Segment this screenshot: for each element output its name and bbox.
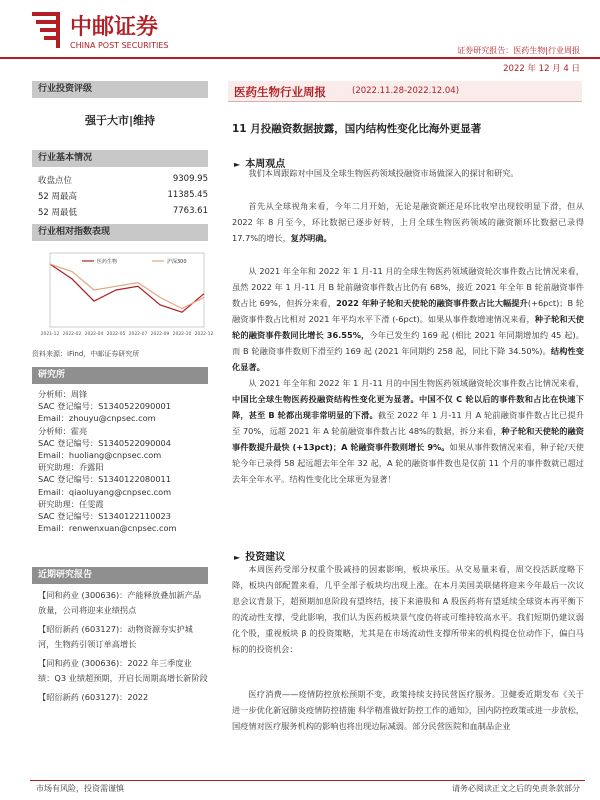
paragraph — [232, 375, 584, 487]
paragraph-text: 如果从事件数情况来看，种子轮/天使轮今年已录得 58 起远超去年全年 32 起，A 轮的融资事件数也是仅前 11 个月的事件数就已超过去年全年水平。结构性变化比全球更为显著！ — [232, 442, 584, 484]
series-line — [50, 264, 204, 308]
paragraph-emphasis: 种子轮和天使轮的融资事件数同比增长 36.55%， — [232, 314, 584, 340]
paragraph-text: 从 2021 年全年和 2022 年 1 月-11 月的中国生物医药领域融资轮次事件数占比情况来看， — [248, 378, 584, 388]
paragraph-emphasis: 2022 年种子轮和天使轮的融资事件数占比大幅提升 — [336, 298, 528, 308]
x-tick-label: 2022-12 — [194, 332, 214, 337]
analyst-email[interactable]: Email：qiaoluyang@cnpsec.com — [38, 486, 172, 497]
rating-label: 行业投资评级 — [32, 81, 208, 98]
paragraph-text: (+6pct)；B 轮融资事件数占比相对 2021 年平均水平下滑 (-6pct)。如果从事件数增速情况来看， — [232, 298, 584, 324]
paragraph-emphasis: 种子轮和天使轮的融资事件数提升最快 (+13pct)；A 轮融资事件数则增长 9%。 — [232, 426, 584, 452]
chart-source: 资料来源：iFind，中邮证券研究所 — [32, 350, 140, 358]
analyst-line: 分析师：周锋 — [38, 389, 88, 399]
analyst-line: 研究助理：任雯霞 — [38, 498, 104, 509]
paragraph-text: 截至 2022 年 1 月-11 月 A 轮前融资事件数占比已提升至 70%，远超 2021 年 A 轮前融资事件数占比 48%的数据，拆分来看， — [232, 410, 584, 436]
legend-label: 医药生物 — [97, 259, 118, 265]
company-logo — [30, 8, 240, 53]
analyst-line: 分析师：霍亮 — [38, 425, 88, 436]
chart-x-ticks — [41, 331, 214, 337]
relative-index-chart — [32, 245, 214, 345]
analyst-line: SAC 登记编号：S1340122080011 — [38, 474, 171, 485]
recent-report-text: 【同和药业 (300636)：2022 年三季度业绩：Q3 业绩超预期，开启长周期高增长新阶段 — [38, 658, 208, 683]
basics-row-label: 收盘点位 — [38, 176, 73, 186]
x-tick-label: 2022-10 — [172, 332, 192, 337]
paragraph-text: 首先从全球视角来看，今年二月开始，无论是融资额还是环比收窄出现较明显下滑，但从 2022 年 8 月至今，环比数据已逐步好转，上月全球生物医药领域的融资额环比数据已录得 17.7%的增长， — [232, 201, 584, 243]
paragraph: 我们本周跟踪对中国及全球生物医药领域投融资市场做深入的探讨和研究。 — [248, 168, 519, 178]
recent-report-item[interactable] — [38, 656, 208, 686]
report-series-title: 医药生物行业周报 — [234, 85, 326, 99]
paragraph: 医疗消费——疫情防控放松预期不变，政策持续支持民营医疗服务。卫健委近期发布《关于进一步优化新冠肺炎疫情防控措施 科学精准做好防控工作的通知》，国内防控政策或进一步放松，国疫情对医疗服务机构的影响也将出现边际减弱。部分民营医院和血制品企业 — [232, 689, 584, 731]
basics-row-label: 52 周最低 — [38, 208, 78, 218]
footer-divider — [30, 780, 585, 781]
company-name-cn: 中邮证券 — [70, 15, 159, 40]
section-arrow-icon: ► — [234, 160, 241, 169]
analyst-list — [38, 388, 208, 534]
paragraph-text: 从 2021 年全年和 2022 年 1 月-11 月的全球生物医药领域融资轮次事件数占比情况来看，虽然 2022 年 1 月-11 月 B 轮前融资事件数占比仍有 68%，接近 2021 年全年 B 轮前融资事件数占比 69%，但拆分来看， — [232, 266, 584, 308]
report-headline: 11 月投融资数据披露，国内结构性变化比海外更显著 — [232, 123, 482, 135]
paragraph-emphasis: 结构性变化显著。 — [232, 346, 584, 372]
recent-report-text: 【同和药业 (300636)：产能释放叠加新产品放量，公司将迎来业绩拐点 — [38, 590, 202, 615]
recent-report-text: 【昭衍新药 (603127)：动物资源夯实护城河，生物药引领订单高增长 — [38, 624, 193, 649]
company-name-en: CHINA POST SECURITIES — [70, 41, 169, 50]
recent-report-item[interactable] — [38, 690, 208, 705]
basics-row — [38, 174, 208, 186]
paragraph-emphasis: 中国比全球生物医药投融资结构性变化更为显著。中国不仅 C 轮以后的事件数和占比在快速下降，甚至 B 轮都出现非常明显的下滑。 — [232, 394, 584, 420]
header-divider — [0, 57, 600, 59]
x-tick-label: 2022-07 — [128, 332, 148, 337]
legend-label: 沪深300 — [167, 259, 187, 265]
recent-report-item[interactable] — [38, 588, 208, 618]
recent-label: 近期研究报告 — [32, 567, 208, 584]
x-tick-label: 2022-05 — [106, 332, 126, 337]
recent-report-item[interactable] — [38, 622, 208, 652]
basics-row-label: 52 周最高 — [38, 192, 78, 202]
section-title: 投资建议 — [245, 552, 286, 563]
analyst-email[interactable]: Email：renwenxuan@cnpsec.com — [38, 523, 177, 534]
x-tick-label: 2021-12 — [40, 332, 60, 337]
analyst-line: SAC 登记编号：S1340522090004 — [38, 437, 171, 448]
paragraph — [232, 198, 584, 246]
recent-reports — [38, 588, 208, 705]
section-title: 本周观点 — [245, 159, 286, 170]
report-meta: 证券研究报告：医药生物|行业周报 — [457, 46, 580, 55]
x-tick-label: 2022-09 — [150, 332, 170, 337]
logo-mark-icon — [32, 12, 60, 48]
basics-row — [38, 206, 208, 218]
report-date-range: (2022.11.28-2022.12.04) — [352, 86, 460, 96]
footer-risk-note: 市场有风险，投资需谨慎 — [36, 784, 124, 793]
chart-legend — [82, 258, 187, 265]
footer-disclaimer: 请务必阅读正文之后的免责条款部分 — [452, 784, 580, 793]
x-tick-label: 2022-04 — [84, 332, 104, 337]
paragraph: 本周医药受部分权重个股减持的因素影响，板块承压。从交易量来看，周交投活跃度略下降，板块内部配置来看，几乎全部子板块均出现上涨。在本月美国美联储将迎来今年最后一次议息会议背景下，超预期加息阶段有望终结，接下来港股和 A 股医药将有望延续全球资本再平衡下的流动性支撑，受此影响，我们认为医药板块景气度仍将或可维持较高水平。我们短期仍建议弱化个股，重视板块 β 的投资策略，尤其是在市场流动性支撑所带来的机构提仓位动作下，偏白马标的的投资机会： — [232, 564, 584, 654]
report-date: 2022 年 12 月 4 日 — [503, 64, 580, 74]
industry-rating: 强于大市|维持 — [84, 114, 156, 127]
basics-label: 行业基本情况 — [32, 150, 208, 167]
paragraph-text: 今年已发生约 169 起 (相比 2021 年同期增加约 45 起)。而 B 轮融资事件数则下滑至约 169 起 (2021 年同期约 258 起，同比下降 34.50%)。 — [232, 330, 584, 356]
paragraph-emphasis: 复苏明确。 — [290, 233, 332, 243]
analyst-line: 研究助理：乔露阳 — [38, 462, 104, 473]
analyst-email[interactable]: Email：zhouyu@cnpsec.com — [38, 413, 156, 424]
series-line — [50, 264, 204, 312]
basics-row-value: 7763.61 — [172, 206, 208, 216]
basics-row-value: 9309.95 — [172, 174, 208, 184]
analyst-line: SAC 登记编号：S1340522090001 — [38, 401, 171, 412]
perf-label: 行业相对指数表现 — [32, 224, 208, 241]
analyst-email[interactable]: Email：huoliang@cnpsec.com — [38, 450, 162, 461]
recent-report-text: 【昭衍新药 (603127)：2022 — [38, 692, 149, 702]
section-arrow-icon: ► — [234, 553, 241, 562]
basics-row — [38, 190, 208, 202]
x-tick-label: 2022-02 — [62, 332, 82, 337]
paragraph — [232, 263, 584, 375]
chart-lines — [50, 264, 204, 312]
analyst-line: SAC 登记编号：S1340122110023 — [38, 511, 171, 522]
basics-row-value: 11385.45 — [167, 190, 208, 200]
research-label: 研究所 — [32, 367, 208, 384]
